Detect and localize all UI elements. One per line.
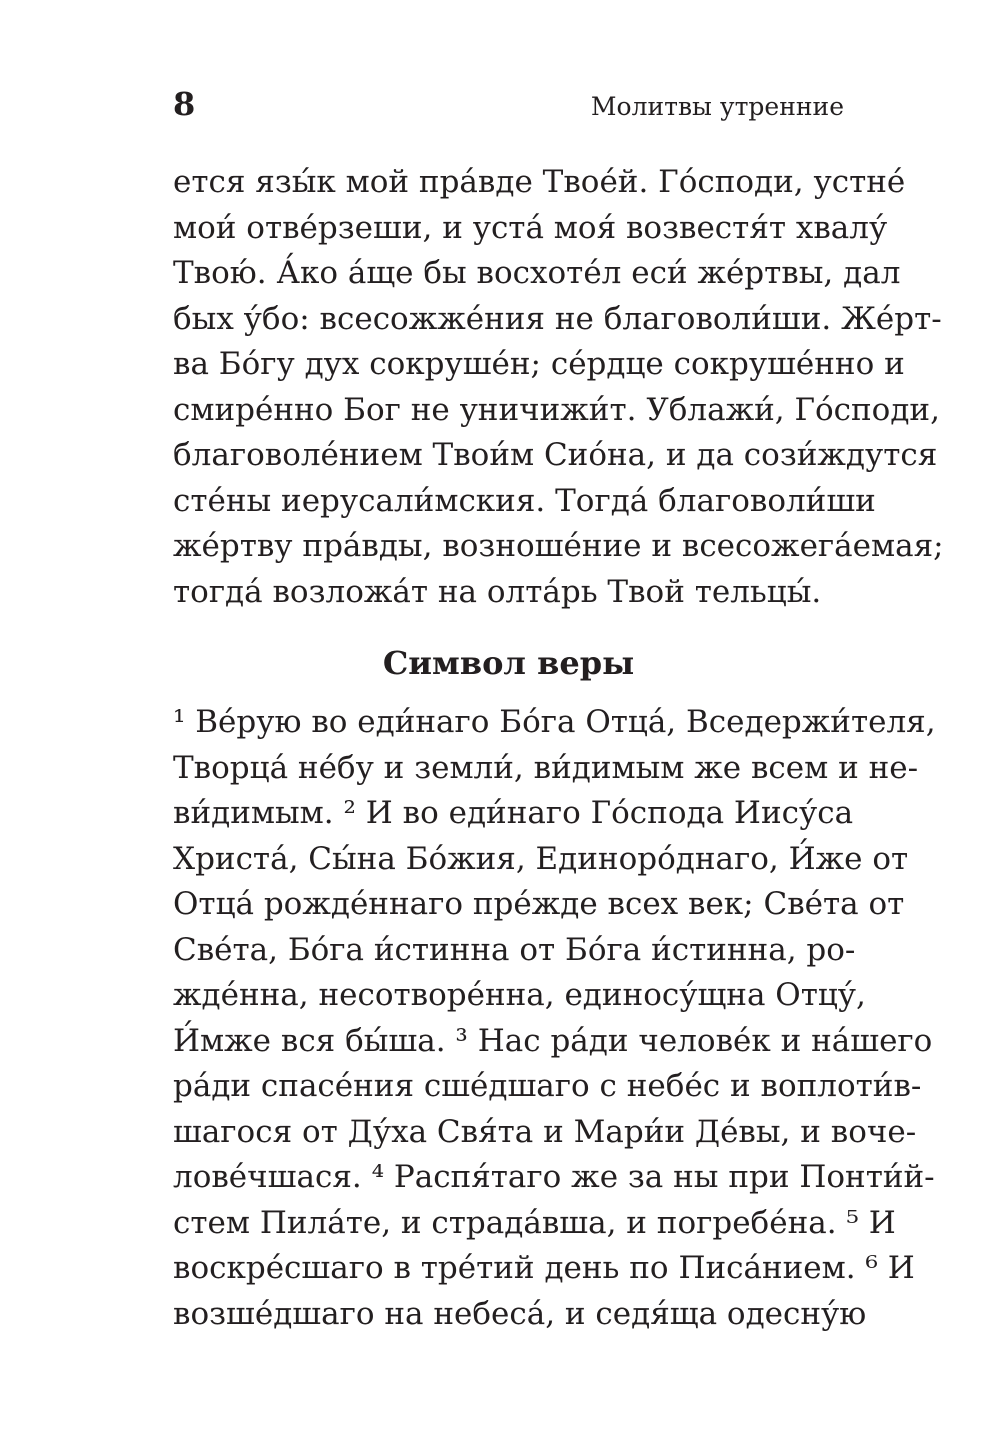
text-line: ва Бо́гу дух сокруше́н; се́рдце сокруше́нно и (173, 346, 905, 382)
text-line: Христа́, Сы́на Бо́жия, Единоро́днаго, И́же от (173, 840, 909, 877)
text-line: же́ртву пра́вды, возноше́ние и всесожега́емая; (173, 528, 944, 564)
paragraph-creed (173, 700, 936, 1337)
text-line: возше́дшаго на небеса́, и седя́ща одесну́ю (173, 1295, 867, 1332)
text-line: мои́ отве́рзеши, и уста́ моя́ возвестя́т хвалу́ (173, 209, 888, 246)
text-line: смире́нно Бог не уничижи́т. Ублажи́, Го́споди, (173, 391, 940, 428)
text-line: благоволе́нием Твои́м Сио́на, и да сози́ждутся (173, 437, 938, 473)
text-line: бых у́бо: всесожже́ния не благоволи́ши. Же́рт- (173, 300, 942, 337)
text-line: воскре́сшаго в тре́тий день по Писа́нием. ⁶ И (173, 1250, 915, 1286)
text-line: ется язы́к мой пра́вде Твое́й. Го́споди, устне́ (173, 164, 906, 200)
text-line: ви́димым. ² И во еди́наго Го́спода Иису́са (173, 795, 854, 831)
text-line: сте́ны иерусали́мския. Тогда́ благоволи́ши (173, 482, 876, 519)
text-line: Твою́. А́ко а́ще бы восхоте́л еси́ же́ртвы, дал (173, 255, 901, 291)
page-number: 8 (173, 85, 196, 123)
text-line: Отца́ рожде́ннаго пре́жде всех век; Све́та от (173, 886, 905, 922)
paragraph-psalm-ending (173, 160, 944, 615)
text-line: ¹ Ве́рую во еди́наго Бо́га Отца́, Вседержи́теля, (173, 704, 936, 740)
running-header: Молитвы утренние (590, 92, 844, 121)
text-line: И́мже вся бы́ша. ³ Нас ра́ди челове́к и на́шего (173, 1022, 933, 1059)
text-line: ра́ди спасе́ния сше́дшаго с небе́с и воплоти́в- (173, 1068, 922, 1104)
text-line: Све́та, Бо́га и́стинна от Бо́га и́стинна, ро- (173, 931, 856, 968)
text-line: тогда́ возложа́т на олта́рь Твой тельцы́. (173, 573, 822, 610)
section-title: Символ веры (382, 644, 635, 682)
text-line: жде́нна, несотворе́нна, единосу́щна Отцу́, (173, 977, 866, 1013)
text-line: лове́чшася. ⁴ Распя́таго же за ны при Понти́й- (173, 1159, 935, 1195)
text-line: Творца́ не́бу и земли́, ви́димым же всем и не- (173, 749, 919, 786)
text-line: шагося от Ду́ха Свя́та и Мари́и Де́вы, и воче- (173, 1113, 917, 1150)
text-line: стем Пила́те, и страда́вша, и погребе́на. ⁵ И (173, 1204, 896, 1241)
